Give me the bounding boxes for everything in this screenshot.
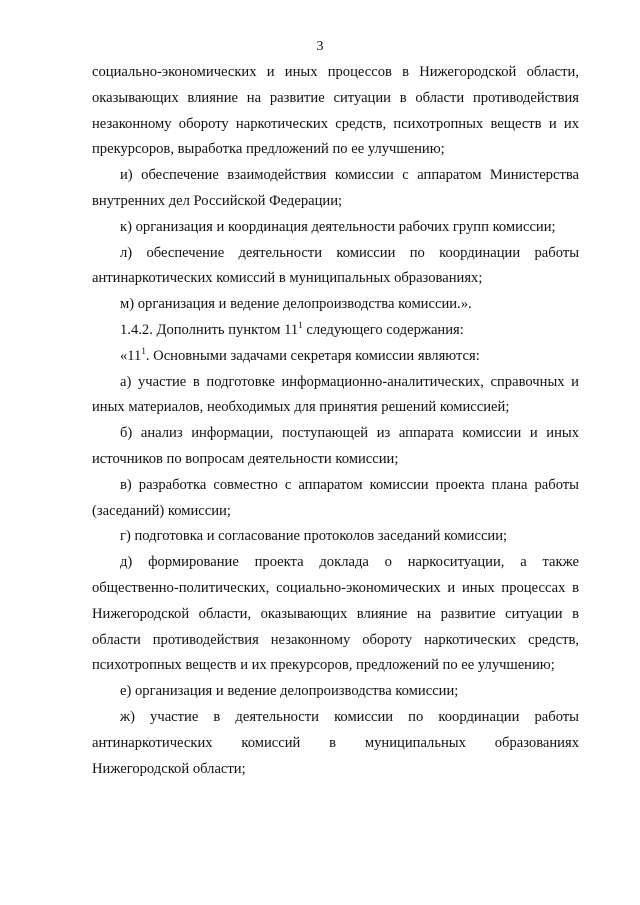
paragraph-item-d: д) формирование проекта доклада о наркоситуации, а также общественно-политических, социально-экономических и иных процессах в Нижегородской области, оказывающих влияние на развитие ситуации в области противодействия незаконному обороту наркотических средств, психотропных веществ и их прекурсоров, предложений по ее улучшению; [92,554,579,674]
paragraph-item-zh: ж) участие в деятельности комиссии по координации работы антинаркотических комиссий в муниципальных образованиях Нижегородской области; [92,708,579,777]
paragraph-item-k: к) организация и координация деятельности рабочих групп комиссии; [120,218,556,235]
superscript-1: 1 [298,320,303,331]
paragraph-item-v: в) разработка совместно с аппаратом комиссии проекта плана работы (заседаний) комиссии; [92,476,579,519]
paragraph-11-1 [92,344,579,370]
paragraph-continuation: социально-экономических и иных процессов в Нижегородской области, оказывающих влияние на развитие ситуации в области противодействия незаконному обороту наркотических средств, психотропных веществ и их прекурсоров, выработка предложений по ее улучшению; [92,64,579,158]
paragraph-11-1-end: . Основными задачами секретаря комиссии являются: [145,347,480,364]
superscript-2: 1 [141,345,146,356]
paragraph-1-4-2-start: 1.4.2. Дополнить пунктом 11 [120,321,299,338]
paragraph-item-b: б) анализ информации, поступающей из аппарата комиссии и иных источников по вопросам деятельности комиссии; [92,425,579,467]
paragraph-item-a: а) участие в подготовке информационно-аналитических, справочных и иных материалов, необходимых для принятия решений комиссией; [92,373,579,416]
paragraph-item-g: г) подготовка и согласование протоколов заседаний комиссии; [120,528,508,545]
paragraph-item-m: м) организация и ведение делопроизводства комиссии.». [120,296,472,313]
page-number: 3 [316,39,324,54]
paragraph-1-4-2-end: следующего содержания: [306,321,464,338]
paragraph-item-e: е) организация и ведение делопроизводства комиссии; [120,683,459,700]
document-body [92,60,579,782]
paragraph-item-l: л) обеспечение деятельности комиссии по координации работы антинаркотических комиссий в муниципальных образованиях; [92,244,579,287]
paragraph-11-1-start: «11 [120,347,142,364]
paragraph-1-4-2 [92,318,579,344]
paragraph-item-i: и) обеспечение взаимодействия комиссии с аппаратом Министерства внутренних дел Российской Федерации; [92,167,579,209]
